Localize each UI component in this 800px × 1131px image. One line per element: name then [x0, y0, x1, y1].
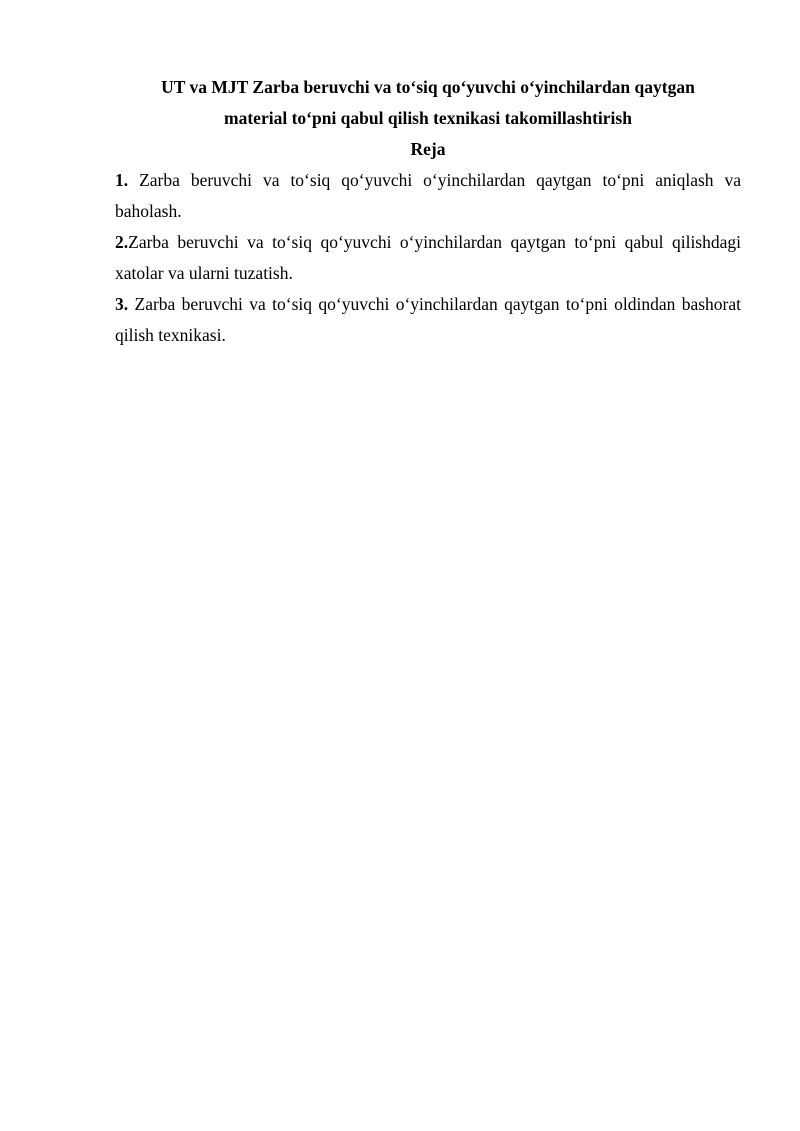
plan-item-1	[115, 165, 741, 227]
document-title-continued: material to‘pni qabul qilish texnikasi takomillashtirish	[224, 108, 632, 128]
plan-heading: Reja	[410, 139, 446, 159]
plan-item-number: 3.	[115, 294, 129, 314]
document-body	[115, 72, 741, 351]
plan-list	[115, 165, 741, 351]
plan-item-2	[115, 227, 741, 289]
plan-item-number: 2.	[115, 232, 129, 252]
plan-item-text: Zarba beruvchi va to‘siq qo‘yuvchi o‘yinchilardan qaytgan to‘pni aniqlash va baholash.	[115, 170, 741, 221]
document-title: UT va MJT Zarba beruvchi va to‘siq qo‘yuvchi o‘yinchilardan qaytgan	[161, 77, 695, 97]
plan-item-number: 1.	[115, 170, 129, 190]
plan-item-text: Zarba beruvchi va to‘siq qo‘yuvchi o‘yinchilardan qaytgan to‘pni oldindan bashorat qilish texnikasi.	[115, 294, 741, 345]
plan-item-text: Zarba beruvchi va to‘siq qo‘yuvchi o‘yinchilardan qaytgan to‘pni qabul qilishdagi xatolar va ularni tuzatish.	[115, 232, 741, 283]
plan-item-3	[115, 289, 741, 351]
